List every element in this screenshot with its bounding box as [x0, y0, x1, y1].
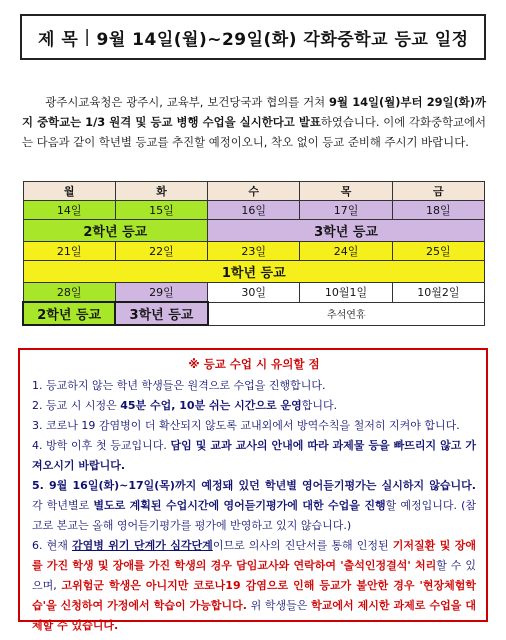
grade3-label: 3학년 등교 [115, 302, 207, 325]
week3-label-row [23, 302, 485, 325]
intro-emphasis: 9월 14일(월)부터 29일(화)까지 중학교는 1/3 원격 및 등교 병행 수업을 실시한다고 발표 [22, 95, 486, 129]
week2-label-row [23, 261, 485, 283]
document-title [20, 14, 486, 60]
grade2-label: 2학년 등교 [23, 302, 115, 325]
grade1-label: 1학년 등교 [23, 261, 485, 283]
week3-dates-row [23, 283, 485, 303]
grade3-label: 3학년 등교 [208, 220, 485, 242]
date-cell: 14일 [23, 201, 115, 220]
date-cell: 17일 [300, 201, 392, 220]
notice-red-emphasis: 학교에서 제시한 과제로 수업을 대체할 수 있습니다. [32, 599, 476, 632]
date-cell: 23일 [208, 242, 300, 261]
date-cell: 15일 [115, 201, 207, 220]
date-cell: 22일 [115, 242, 207, 261]
week1-label-row [23, 220, 485, 242]
date-cell: 10월1일 [300, 283, 392, 303]
notice-emphasis: 감염병 위기 단계가 심각단계 [71, 539, 213, 552]
notice-text: 4. 방학 이후 첫 등교입니다. [32, 439, 171, 452]
notice-text: 6. 현재 [32, 539, 72, 552]
date-cell: 24일 [300, 242, 392, 261]
notice-text: 2. 등교 시 시정은 [32, 399, 121, 412]
notice-item-4 [32, 436, 476, 476]
date-cell: 29일 [115, 283, 207, 303]
date-cell: 25일 [392, 242, 484, 261]
notice-text: 할 수 있으며, [32, 559, 476, 592]
notice-item-6 [32, 536, 476, 636]
notice-item-5 [32, 476, 476, 536]
notice-item-2 [32, 396, 476, 416]
notice-emphasis: 5. 9월 16일(화)~17일(목)까지 예정돼 있던 학년별 영어듣기평가는 실시하지 않습니다. [32, 479, 476, 492]
intro-text-2: 하였습니다. 이에 각화중학교에서는 다음과 같이 학년별 등교를 추진할 예정이오니, 착오 없이 등교 준비해 주시기 바랍니다. [22, 115, 486, 149]
title-separator: | [84, 27, 91, 47]
notice-text: 각 학년별로 [32, 499, 94, 512]
header-wed: 수 [208, 182, 300, 201]
attendance-calendar [22, 181, 485, 326]
notice-red-emphasis: 기저질환 및 장애를 가진 학생 및 장애를 가진 학생의 경우 담임교사와 연락하여 '출석인정결석' 처리 [32, 539, 477, 572]
intro-text-1: 광주시교육청은 광주시, 교육부, 보건당국과 협의를 거쳐 [45, 95, 330, 109]
notice-emphasis: 별도로 계획된 수업시간에 영어듣기평가에 대한 수업을 진행 [93, 499, 386, 512]
notice-item-3: 3. 코로나 19 감염병이 더 확산되지 않도록 교내외에서 방역수칙을 철저히 지켜야 합니다. [32, 419, 460, 432]
header-tue: 화 [115, 182, 207, 201]
date-cell: 28일 [23, 283, 115, 303]
week1-dates-row [23, 201, 485, 220]
grade2-label: 2학년 등교 [23, 220, 208, 242]
notice-emphasis: 45분 수업, 10분 쉬는 시간으로 운영 [120, 399, 302, 412]
week2-dates-row [23, 242, 485, 261]
intro-paragraph [22, 92, 486, 152]
notice-item-1: 1. 등교하지 않는 학년 학생들은 원격으로 수업을 진행합니다. [32, 379, 326, 392]
date-cell: 21일 [23, 242, 115, 261]
notice-text: 할 예정입니다. (참고로 본교는 올해 영어듣기평가를 평가에 반영하고 있지 않습니다.) [32, 499, 476, 532]
notice-title: ※ 등교 수업 시 유의할 점 [188, 357, 320, 371]
title-label: 제 목 [38, 29, 79, 50]
notice-text: 이므로 의사의 진단서를 통해 인정된 [212, 539, 393, 552]
notice-red-emphasis: 고위험군 학생은 아니지만 코로나19 감염으로 인해 등교가 불안한 경우 '현장체험학습'을 신청하여 가정에서 학습이 가능합니다. [32, 579, 477, 612]
calendar-header-row [23, 182, 485, 201]
chuseok-holiday-label: 추석연휴 [208, 302, 485, 325]
date-cell: 18일 [392, 201, 484, 220]
date-cell: 10월2일 [392, 283, 484, 303]
header-fri: 금 [392, 182, 484, 201]
notice-text: 위 학생들은 [246, 599, 312, 612]
notice-text: 합니다. [301, 399, 338, 412]
date-cell: 30일 [208, 283, 300, 303]
title-text: 9월 14일(월)~29일(화) 각화중학교 등교 일정 [96, 29, 469, 50]
header-thu: 목 [300, 182, 392, 201]
date-cell: 16일 [208, 201, 300, 220]
header-mon: 월 [23, 182, 115, 201]
notice-box [18, 348, 488, 632]
notice-emphasis: 담임 및 교과 교사의 안내에 따라 과제물 등을 빠뜨리지 않고 가져오시기 바랍니다. [32, 439, 477, 472]
